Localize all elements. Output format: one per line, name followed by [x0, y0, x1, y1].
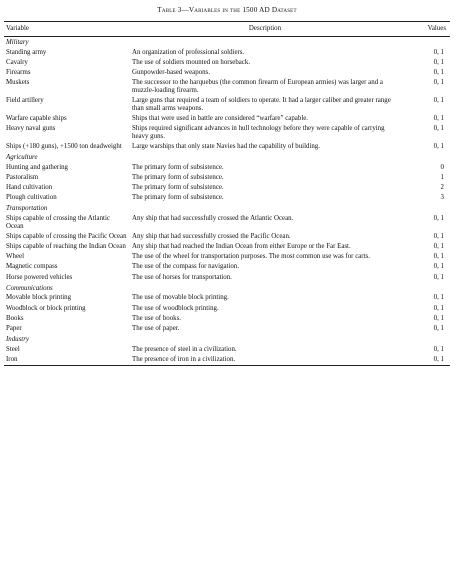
variable-cell: Cavalry — [6, 59, 28, 67]
category-row — [4, 203, 450, 214]
header-values: Values — [400, 22, 450, 37]
table-row — [4, 48, 450, 58]
table-row — [4, 314, 450, 324]
table-row — [4, 78, 450, 96]
table-row — [4, 293, 450, 303]
table-row — [4, 303, 450, 313]
description-cell: The use of movable block printing. — [132, 294, 229, 302]
description-cell: Large warships that only state Navies had the capability of building. — [132, 142, 320, 150]
variable-cell: Pastoralism — [6, 173, 39, 181]
variable-cell: Ships capable of reaching the Indian Ocean — [6, 243, 126, 251]
variable-cell: Books — [6, 314, 24, 322]
values-cell: 0 — [440, 163, 444, 171]
table-row — [4, 124, 450, 142]
variable-cell: Standing army — [6, 48, 47, 56]
category-row — [4, 334, 450, 345]
values-cell: 0, 1 — [433, 243, 444, 251]
header-row — [4, 22, 450, 37]
category-label: Communications — [6, 284, 53, 292]
table-row — [4, 142, 450, 152]
description-cell: The presence of iron in a civilization. — [130, 355, 400, 366]
description-cell: Any ship that had successfully crossed the Pacific Ocean. — [132, 232, 291, 240]
variable-cell: Ships capable of crossing the Atlantic Ocean — [6, 215, 110, 230]
table-row — [4, 344, 450, 354]
variable-cell: Ships capable of crossing the Pacific Ocean — [6, 232, 127, 240]
variable-cell: Ships (+180 guns), +1500 ton deadweight — [6, 142, 122, 150]
description-cell: Ships that were used in battle are considered “warfare” capable. — [132, 115, 309, 123]
values-cell: 0, 1 — [433, 69, 444, 77]
description-cell: The use of horses for transportation. — [132, 273, 232, 281]
description-cell: The primary form of subsistence. — [132, 184, 224, 192]
category-row — [4, 37, 450, 48]
category-label: Agriculture — [6, 153, 38, 161]
description-cell: Any ship that had reached the Indian Ocean from either Europe or the Far East. — [132, 243, 351, 251]
table-row — [4, 193, 450, 203]
values-cell: 0, 1 — [400, 355, 450, 366]
variable-cell: Muskets — [6, 79, 30, 87]
table-caption: Table 3—Variables in the 1500 AD Dataset — [157, 6, 297, 14]
table-row — [4, 252, 450, 262]
description-cell: Gunpowder-based weapons. — [132, 69, 210, 77]
table-header — [4, 22, 450, 37]
values-cell: 0, 1 — [433, 97, 444, 105]
table-row — [4, 173, 450, 183]
table-row — [4, 272, 450, 282]
values-cell: 0, 1 — [433, 345, 444, 353]
category-row — [4, 283, 450, 294]
variable-cell: Wheel — [6, 253, 24, 261]
variable-cell: Hand cultivation — [6, 184, 53, 192]
category-row — [4, 152, 450, 163]
variable-cell: Movable block printing — [6, 294, 72, 302]
values-cell: 0, 1 — [433, 324, 444, 332]
description-cell: Ships required significant advances in hull technology before they were capable of carrying heavy guns. — [132, 125, 385, 140]
description-cell: The primary form of subsistence. — [132, 173, 224, 181]
values-cell: 0, 1 — [433, 215, 444, 223]
description-cell: Large guns that required a team of soldiers to operate. It had a larger caliber and greater range than small arms weapons. — [132, 97, 391, 112]
table-row — [4, 68, 450, 78]
variable-cell: Woodblock or block printing — [6, 304, 86, 312]
table-row — [4, 162, 450, 172]
values-cell: 0, 1 — [433, 142, 444, 150]
table-row — [4, 214, 450, 232]
variable-cell: Heavy naval guns — [6, 125, 56, 133]
header-variable: Variable — [4, 22, 130, 37]
table-row — [4, 114, 450, 124]
values-cell: 0, 1 — [433, 232, 444, 240]
description-cell: The use of soldiers mounted on horseback. — [132, 59, 251, 67]
table-row — [4, 183, 450, 193]
description-cell: The presence of steel in a civilization. — [132, 345, 237, 353]
values-cell: 0, 1 — [433, 273, 444, 281]
values-cell: 0, 1 — [433, 125, 444, 133]
values-cell: 0, 1 — [433, 253, 444, 261]
table-row — [4, 232, 450, 242]
variable-cell: Warfare capable ships — [6, 115, 67, 123]
variable-cell: Hunting and gathering — [6, 163, 69, 171]
variables-table — [4, 21, 450, 366]
category-label: Military — [6, 39, 29, 46]
category-label: Transportation — [6, 205, 48, 213]
description-cell: An organization of professional soldiers. — [132, 48, 245, 56]
values-cell: 0, 1 — [433, 314, 444, 322]
values-cell: 2 — [440, 184, 444, 192]
table-row — [4, 242, 450, 252]
description-cell: The primary form of subsistence. — [132, 163, 224, 171]
variable-cell: Firearms — [6, 69, 31, 77]
variable-cell: Field artillery — [6, 97, 44, 105]
values-cell: 0, 1 — [433, 59, 444, 67]
description-cell: The successor to the harquebus (the common firearm of European armies) was larger and a muzzle-loading firearm. — [132, 79, 383, 95]
values-cell: 0, 1 — [433, 115, 444, 123]
variable-cell: Plough cultivation — [6, 194, 57, 202]
header-description: Description — [130, 22, 400, 37]
description-cell: The use of woodblock printing. — [132, 304, 219, 312]
description-cell: The use of the compass for navigation. — [132, 263, 239, 271]
variable-cell: Iron — [4, 355, 130, 366]
table-row — [4, 324, 450, 334]
values-cell: 1 — [440, 173, 444, 181]
table-body — [4, 37, 450, 366]
values-cell: 0, 1 — [433, 294, 444, 302]
description-cell: The use of books. — [132, 314, 181, 322]
table-row — [4, 96, 450, 114]
values-cell: 0, 1 — [433, 263, 444, 271]
values-cell: 0, 1 — [433, 304, 444, 312]
table-row — [4, 355, 450, 366]
category-label: Industry — [6, 335, 29, 343]
table-row — [4, 58, 450, 68]
variable-cell: Steel — [6, 345, 20, 353]
description-cell: The use of the wheel for transportation purposes. The most common use was for carts. — [132, 253, 370, 261]
values-cell: 3 — [440, 194, 444, 202]
table-row — [4, 262, 450, 272]
description-cell: The use of paper. — [132, 324, 180, 332]
variable-cell: Paper — [6, 324, 22, 332]
description-cell: Any ship that had successfully crossed the Atlantic Ocean. — [132, 215, 294, 223]
values-cell: 0, 1 — [433, 48, 444, 56]
description-cell: The primary form of subsistence. — [132, 194, 224, 202]
variable-cell: Magnetic compass — [6, 263, 58, 271]
values-cell: 0, 1 — [433, 79, 444, 87]
variable-cell: Horse powered vehicles — [6, 273, 73, 281]
